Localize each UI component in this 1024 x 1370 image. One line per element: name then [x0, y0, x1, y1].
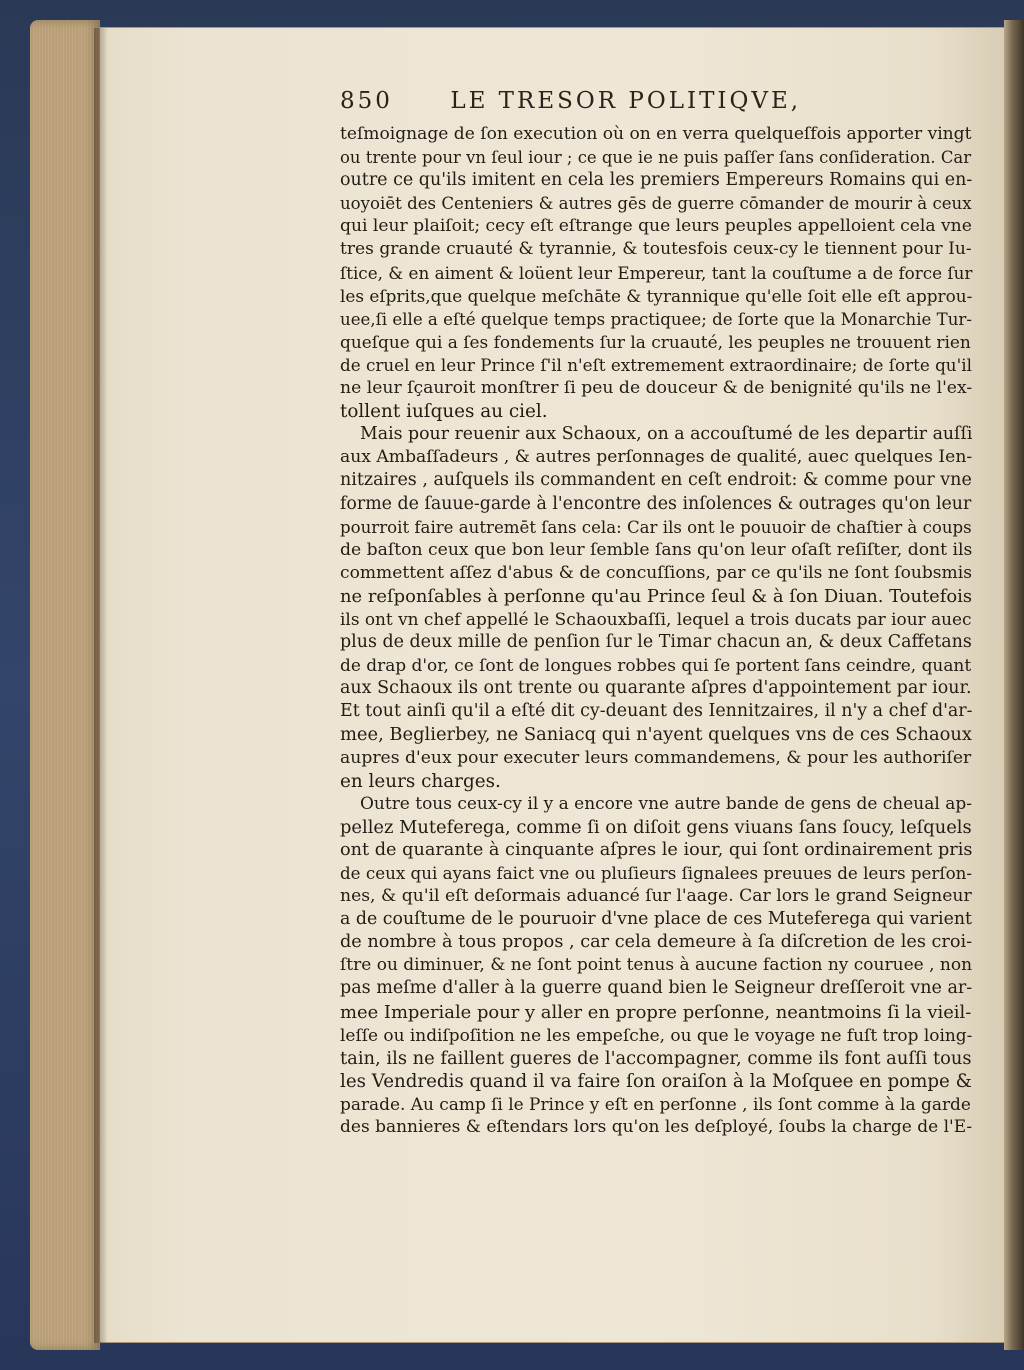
text-line: aux Schaoux ils ont trente ou quarante aſpres d'appointement par iour. — [340, 678, 972, 699]
text-line: de drap d'or, ce ſont de longues robbes qui ſe portent ſans ceindre, quant — [340, 655, 972, 676]
page-number: 850 — [340, 88, 393, 114]
text-line: pourroit faire autremēt ſans cela: Car ils ont le pouuoir de chaſtier à coups — [340, 517, 972, 537]
text-line: de cruel en leur Prince ſ'il n'eſt extremement extraordinaire; de ſorte qu'il — [340, 354, 972, 375]
text-line: aupres d'eux pour executer leurs commandemens, & pour les authoriſer — [340, 747, 972, 768]
running-head — [340, 88, 940, 124]
text-line: des bannieres & eſtendars lors qu'on les deſployé, ſoubs la charge de l'E- — [340, 1117, 973, 1138]
text-line: ils ont vn chef appellé le Schaouxbaſſi, lequel a trois ducats par iour auec — [340, 608, 972, 629]
text-line: de ceux qui ayans faict vne ou pluſieurs ſignalees preuues de leurs perſon- — [340, 863, 973, 883]
book-gutter — [1004, 20, 1024, 1350]
body-text — [340, 123, 980, 1138]
text-line: parade. Au camp ſi le Prince y eſt en perſonne , ils ſont comme à la garde — [340, 1093, 971, 1114]
text-line: pellez Muteferega, comme ſi on diſoit gens viuans ſans ſoucy, leſquels — [340, 816, 972, 838]
text-line: nitzaires , auſquels ils commandent en ceſt endroit: & comme pour vne — [340, 470, 972, 491]
text-line: tres grande cruauté & tyrannie, & toutesfois ceux-cy le tiennent pour Iu- — [340, 239, 972, 260]
page-edge-shadow — [94, 28, 108, 1343]
text-line: ne leur ſçauroit monſtrer ſi peu de douceur & de benignité qu'ils ne l'ex- — [340, 378, 973, 399]
text-line: ne reſponſables à perſonne qu'au Prince ſeul & à ſon Diuan. Toutefois — [340, 585, 973, 607]
text-line: aux Ambaſſadeurs , & autres perſonnages de qualité, auec quelques Ien- — [340, 447, 973, 468]
text-line: ſtre ou diminuer, & ne ſont point tenus à aucune faction ny couruee , non — [340, 955, 973, 976]
text-line: teſmoignage de ſon execution où on en verra quelqueſfois apporter vingt — [340, 124, 972, 144]
text-line: tain, ils ne faillent gueres de l'accompagner, comme ils font auſſi tous — [340, 1047, 972, 1069]
text-line: plus de deux mille de penſion ſur le Timar chacun an, & deux Caffetans — [340, 632, 972, 653]
text-line: Mais pour reuenir aux Schaoux, on a accouſtumé de les departir auſſi — [360, 424, 973, 445]
running-title: LE TRESOR POLITIQVE, — [450, 88, 802, 114]
text-line: leſſe ou indiſpoſition ne les empeſche, ou que le voyage ne fuſt trop loing- — [340, 1024, 973, 1045]
text-line: tollent iuſques au ciel. — [340, 401, 548, 423]
text-line: de baſton ceux que bon leur ſemble ſans qu'on leur oſaſt reſiſter, dont ils — [340, 539, 973, 560]
text-line: nes, & qu'il eſt deſormais aduancé ſur l'aage. Car lors le grand Seigneur — [340, 886, 972, 907]
text-line: Outre tous ceux-cy il y a encore vne autre bande de gens de cheual ap- — [360, 793, 972, 814]
text-line: qui leur plaiſoit; cecy eſt eſtrange que leurs peuples appelloient cela vne — [340, 216, 972, 237]
text-line: Et tout ainſi qu'il a eſté dit cy-deuant des Iennitzaires, il n'y a chef d'ar- — [340, 701, 973, 722]
text-line: les Vendredis quand il va faire ſon oraiſon à la Moſquee en pompe & — [340, 1070, 972, 1092]
text-line: ont de quarante à cinquante aſpres le iour, qui ſont ordinairement pris — [340, 839, 973, 860]
text-line: les eſprits,que quelque meſchāte & tyrannique qu'elle ſoit elle eſt approu- — [340, 285, 973, 306]
text-line: de nombre à tous propos , car cela demeure à ſa diſcretion de les croi- — [340, 932, 973, 953]
text-line: en leurs charges. — [340, 770, 501, 792]
text-line: ſtice, & en aiment & loüent leur Empereur, tant la couſtume a de force ſur — [340, 262, 973, 283]
text-line: a de couſtume de le pouruoir d'vne place de ces Muteferega qui varient — [340, 909, 973, 930]
text-line: uee,ſi elle a eſté quelque temps practiquee; de ſorte que la Monarchie Tur- — [340, 309, 972, 329]
text-line: ou trente pour vn ſeul iour ; ce que ie ne puis paſſer ſans conſideration. Car — [340, 148, 972, 168]
text-line: uoyoiēt des Centeniers & autres gēs de guerre cōmander de mourir à ceux — [340, 194, 972, 214]
text-line: commettent aſſez d'abus & de concuſſions, par ce qu'ils ne ſont ſoubsmis — [340, 562, 972, 583]
page-block-edges — [30, 20, 100, 1350]
text-line: mee, Beglierbey, ne Saniacq qui n'ayent quelques vns de ces Schaoux — [340, 724, 972, 746]
text-line: mee Imperiale pour y aller en propre perſonne, neantmoins ſi la vieil- — [340, 1001, 972, 1023]
text-line: queſque qui a ſes fondements ſur la cruauté, les peuples ne trouuent rien — [340, 331, 971, 352]
text-line: outre ce qu'ils imitent en cela les premiers Empereurs Romains qui en- — [340, 170, 973, 191]
text-line: pas meſme d'aller à la guerre quand bien le Seigneur dreſſeroit vne ar- — [340, 978, 973, 999]
text-line: forme de ſauue-garde à l'encontre des inſolences & outrages qu'on leur — [340, 493, 972, 514]
